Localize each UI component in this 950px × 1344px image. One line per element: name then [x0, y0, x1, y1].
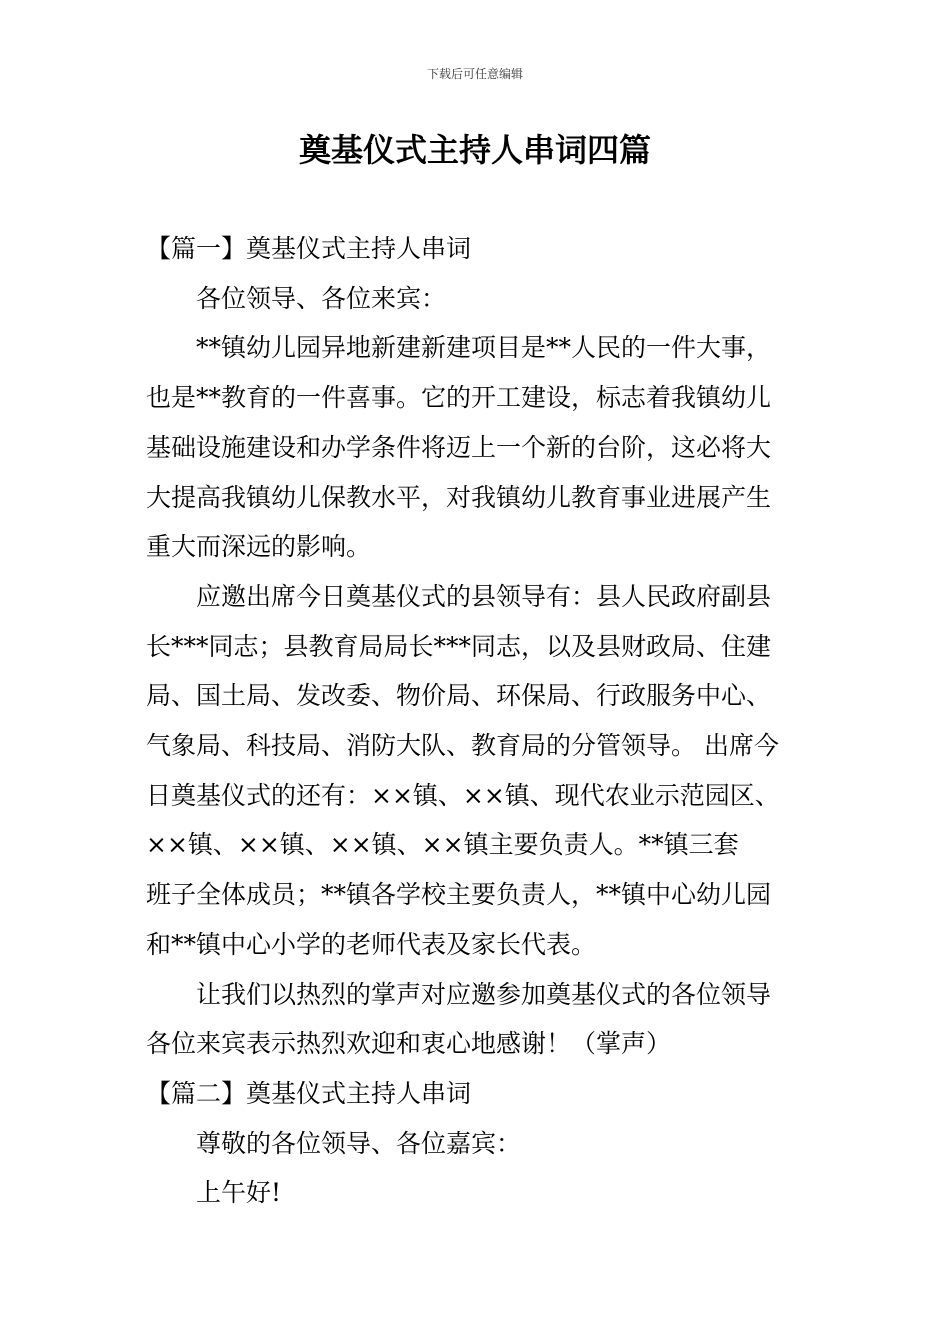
body-line: 长***同志；县教育局局长***同志，以及县财政局、住建	[146, 631, 772, 661]
body-line: 尊敬的各位领导、各位嘉宾：	[196, 1128, 522, 1158]
body-line: ××镇、××镇、××镇、××镇主要负责人。**镇三套	[146, 830, 739, 860]
body-line: 重大而深远的影响。	[146, 532, 372, 562]
body-line: 应邀出席今日奠基仪式的县领导有：县人民政府副县	[196, 581, 772, 611]
document-body	[146, 224, 826, 1218]
header-note: 下载后可任意编辑	[426, 67, 523, 81]
body-line: 大提高我镇幼儿保教水平，对我镇幼儿教育事业进展产生	[146, 482, 772, 512]
body-line: 局、国土局、发改委、物价局、环保局、行政服务中心、	[146, 681, 772, 711]
body-line: 基础设施建设和办学条件将迈上一个新的台阶，这必将大	[146, 432, 772, 462]
body-line: **镇幼儿园异地新建新建项目是**人民的一件大事，	[196, 333, 772, 363]
body-line: 和**镇中心小学的老师代表及家长代表。	[146, 929, 597, 959]
body-line: 日奠基仪式的还有：××镇、××镇、现代农业示范园区、	[146, 780, 780, 810]
body-line: 【篇二】奠基仪式主持人串词	[146, 1078, 472, 1108]
body-line: 上午好!	[196, 1178, 282, 1208]
document-title: 奠基仪式主持人串词四篇	[298, 131, 651, 169]
body-line: 班子全体成员；**镇各学校主要负责人，**镇中心幼儿园	[146, 880, 772, 910]
body-line: 各位领导、各位来宾：	[196, 283, 447, 313]
body-line: 各位来宾表示热烈欢迎和衷心地感谢！（掌声）	[146, 1029, 672, 1059]
body-line: 【篇一】奠基仪式主持人串词	[146, 234, 472, 263]
body-line: 也是**教育的一件喜事。它的开工建设，标志着我镇幼儿	[146, 383, 772, 413]
body-line: 让我们以热烈的掌声对应邀参加奠基仪式的各位领导	[196, 979, 772, 1009]
body-line: 气象局、科技局、消防大队、教育局的分管领导。 出席今	[146, 731, 779, 761]
